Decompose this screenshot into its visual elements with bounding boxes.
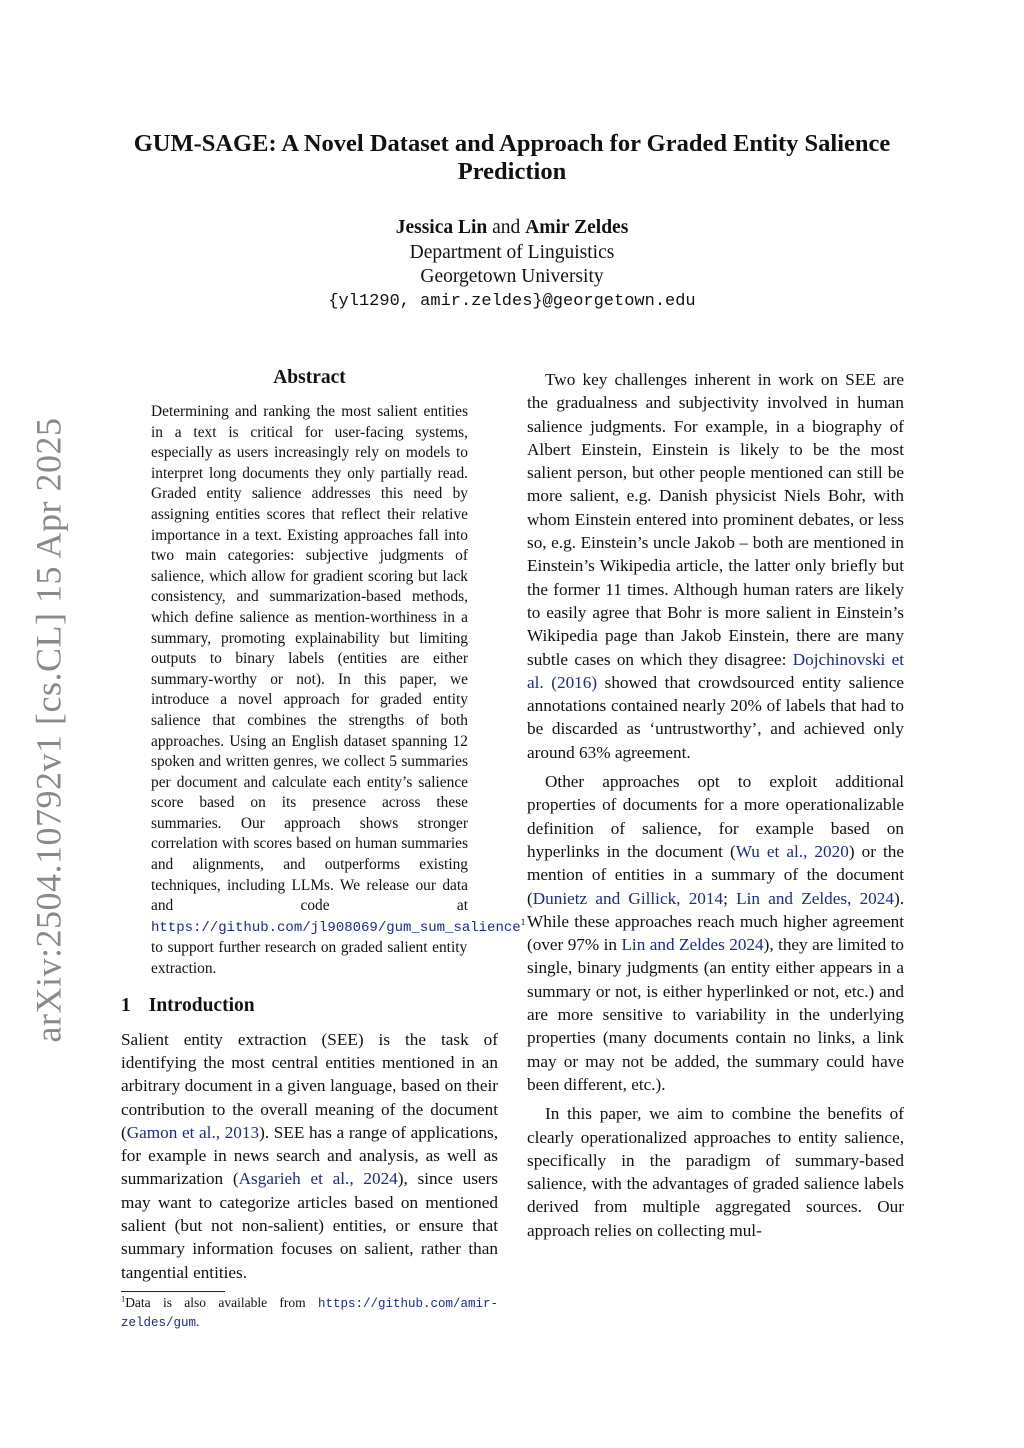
abstract-text-part-2: to support further research on graded salient entity extraction. [151, 939, 468, 978]
citation-link[interactable]: Gamon et al., 2013 [126, 1122, 260, 1142]
footnote [121, 1294, 498, 1332]
citation-link[interactable]: Lin and Zeldes 2024 [621, 935, 764, 955]
author-2: Amir Zeldes [525, 217, 629, 238]
abstract-text [151, 402, 526, 980]
right-column [527, 368, 904, 1242]
author-university: Georgetown University [420, 266, 604, 287]
footnote-end: . [196, 1314, 200, 1329]
text-run: ) or the mention of entities in a summary of the document ( [527, 841, 904, 908]
text-run: ; [723, 888, 737, 908]
abstract-code-link[interactable]: https://github.com/jl908069/gum_sum_salience [151, 919, 521, 936]
citation-link[interactable]: Lin and Zeldes, 2024 [736, 888, 894, 908]
author-block [120, 216, 904, 314]
text-run: ). While these approaches reach much higher agreement (over 97% in [527, 888, 904, 955]
citation-link[interactable]: Dojchinovski et al. (2016) [527, 649, 905, 692]
citation-link[interactable]: Dunietz and Gillick, 2014 [532, 888, 724, 908]
abstract-text-part-1: Determining and ranking the most salient entities in a text is critical for user-facing systems, especially as users increasingly rely on models to interpret long documents they only partially read. Graded entity salience addresses this need by assigning entities scores that reflect their relative importance in a text. Existing approaches fall into two main categories: subjective judgments of salience, which allow for gradient scoring but lack consistency, and summarization-based methods, which define salience as mention-worthiness in a summary, promoting explainability but limiting outputs to binary labels (entities are either summary-worthy or not). In this paper, we introduce a novel approach for graded entity salience that combines the strengths of both approaches. Using an English dataset spanning 12 spoken and written genres, we collect 5 summaries per document and calculate each entity’s salience score based on its presence across these summaries. Our approach shows stronger correlation with scores based on human summaries and alignments, and outperforms existing techniques, including LLMs. We release our data and code at [151, 403, 468, 915]
intro-paragraph-3 [527, 770, 904, 1096]
text-run: Other approaches opt to exploit additional properties of documents for a more operationalizable definition of salience, for example based on hyperlinks in the document ( [527, 772, 904, 861]
author-conjunction: and [492, 217, 521, 238]
footnote-text: Data is also available from [125, 1295, 318, 1310]
paper-title: GUM-SAGE: A Novel Dataset and Approach for Graded Entity Salience Prediction [133, 130, 891, 185]
author-1: Jessica Lin [395, 217, 488, 238]
text-run: Two key challenges inherent in work on SEE are the gradualness and subjectivity involved in human salience judgments. For example, in a biography of Albert Einstein, Einstein is likely to be the most salient person, but other people mentioned can still be more salient, e.g. Danish physicist Niels Bohr, with whom Einstein entered into prominent debates, or less so, e.g. Einstein’s uncle Jakob – both are mentioned in Einstein’s Wikipedia article, the latter only briefly but the former 11 times. Although human raters are likely to easily agree that Bohr is more salient in Einstein’s Wikipedia page than Jakob Einstein, there are many subtle cases on which they disagree: [527, 370, 904, 669]
intro-paragraph-2 [527, 368, 904, 764]
footnote-number: 1 [121, 1294, 126, 1304]
text-run: ). SEE has a range of applications, for example in news search and analysis, as well as summarization ( [121, 1122, 499, 1189]
arxiv-stamp-text: arXiv:2504.10792v1 [cs.CL] 15 Apr 2025 [28, 417, 68, 1043]
text-run: ), they are limited to single, binary judgments (an entity either appears in a summary or not, is either hyperlinked or not, etc.) and are more sensitive to variability in the underlying properties (many documents contain no links, a link may or may not be added, the summary could have been different, etc.). [527, 935, 904, 1094]
citation-link[interactable]: Asgarieh et al., 2024 [238, 1169, 398, 1189]
intro-paragraph-4: In this paper, we aim to combine the benefits of clearly operationalized approaches to entity salience, specifically in the paradigm of summary-based salience, with the advantages of graded salience labels derived from multiple aggregated sources. Our approach relies on collecting mul- [527, 1104, 904, 1240]
author-email: {yl1290, amir.zeldes}@georgetown.edu [328, 291, 696, 311]
footnote-divider [121, 1291, 225, 1292]
arxiv-identifier-stamp [8, 417, 88, 1043]
author-department: Department of Linguistics [409, 241, 615, 263]
footnote-marker[interactable]: 1 [520, 916, 526, 928]
text-run: ), since users may want to categorize articles based on mentioned salient (but not non-salient) entities, or ensure that summary information focuses on salient, rather than tangential entities. [121, 1169, 498, 1282]
footnote-link[interactable]: https://github.com/amir-zeldes/gum [121, 1297, 498, 1330]
section-number: 1 [121, 994, 131, 1016]
intro-paragraph-1 [121, 1028, 498, 1284]
introduction-heading [121, 994, 498, 1018]
left-column [121, 366, 526, 1284]
text-run: Salient entity extraction (SEE) is the task of identifying the most central entities mentioned in an arbitrary document in a given language, based on their contribution to the overall meaning of the document ( [121, 1029, 498, 1142]
section-title: Introduction [148, 994, 255, 1016]
citation-link[interactable]: Wu et al., 2020 [735, 841, 849, 861]
abstract-heading: Abstract [273, 367, 346, 388]
author-names [120, 216, 904, 241]
text-run: showed that crowdsourced entity salience annotations contained nearly 20% of labels that had to be discarded as ‘untrustworthy’, and achieved only around 63% agreement. [527, 672, 904, 762]
